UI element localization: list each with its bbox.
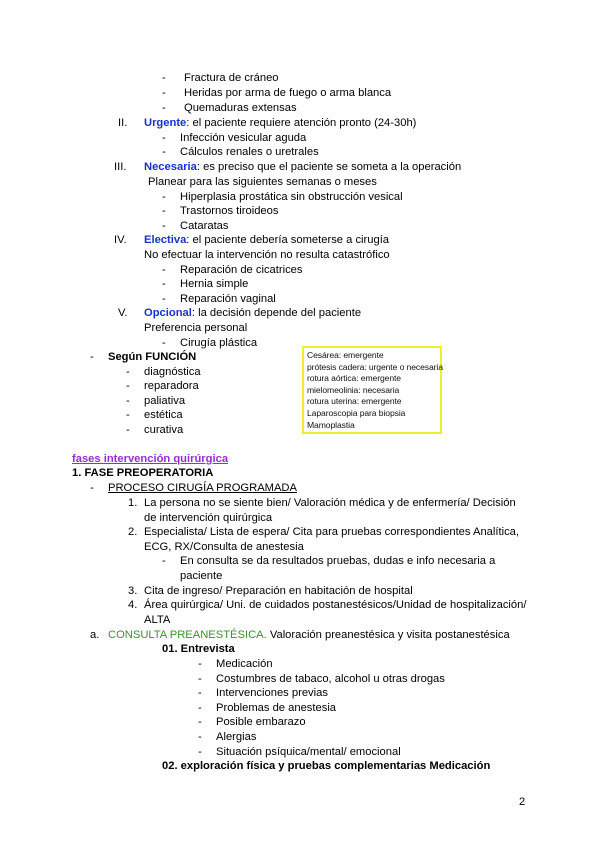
dash-bullet: - xyxy=(162,337,166,349)
phase-heading: 1. FASE PREOPERATORIA xyxy=(72,467,214,479)
urgency-iii-note: Planear para las siguientes semanas o meses xyxy=(148,176,377,188)
dash-bullet: - xyxy=(162,278,166,290)
dash-bullet: - xyxy=(162,87,166,99)
urgency-iv-note: No efectuar la intervención no resulta catastrófico xyxy=(144,249,390,261)
dash-bullet: - xyxy=(90,351,94,363)
dash-bullet: - xyxy=(162,220,166,232)
dash-bullet: - xyxy=(162,146,166,158)
example-line: mielomeolinia: necesaria xyxy=(307,384,400,395)
dash-bullet: - xyxy=(126,395,130,407)
subsection-heading: 02. exploración física y pruebas complementarias Medicación xyxy=(162,760,491,772)
example-line: Cesárea: emergente xyxy=(307,350,384,360)
step-number: 3. xyxy=(128,585,138,597)
list-letter: a. xyxy=(90,629,100,641)
example-line: rotura uterina: emergente xyxy=(307,396,402,407)
step-number: 2. xyxy=(128,526,138,538)
list-item: Cálculos renales o uretrales xyxy=(180,146,319,158)
dash-bullet: - xyxy=(126,424,130,436)
urgency-iv-line: Electiva: el paciente debería someterse a cirugía xyxy=(144,234,390,246)
roman-numeral: V. xyxy=(118,307,128,319)
list-item: Problemas de anestesia xyxy=(216,702,337,714)
step-subtext: paciente xyxy=(180,570,223,582)
function-heading: Según FUNCIÓN xyxy=(108,351,197,363)
dash-bullet: - xyxy=(198,716,202,728)
list-item: Infección vesicular aguda xyxy=(180,132,307,144)
dash-bullet: - xyxy=(126,409,130,421)
list-item: Alergias xyxy=(216,731,257,743)
list-item: Hiperplasia prostática sin obstrucción vesical xyxy=(180,191,403,203)
dash-bullet: - xyxy=(162,205,166,217)
dash-bullet: - xyxy=(162,72,166,84)
page-number: 2 xyxy=(519,796,526,808)
dash-bullet: - xyxy=(198,687,202,699)
list-item: Costumbres de tabaco, alcohol u otras drogas xyxy=(216,673,445,685)
dash-bullet: - xyxy=(126,366,130,378)
dash-bullet: - xyxy=(162,264,166,276)
dash-bullet: - xyxy=(162,293,166,305)
dash-bullet: - xyxy=(198,702,202,714)
list-item: Quemaduras extensas xyxy=(184,102,297,114)
section-title: fases intervención quirúrgica xyxy=(72,453,229,465)
dash-bullet: - xyxy=(198,658,202,670)
examples-box xyxy=(302,346,442,434)
step-number: 4. xyxy=(128,599,138,611)
list-item: estética xyxy=(144,409,183,421)
dash-bullet: - xyxy=(162,191,166,203)
list-item: Posible embarazo xyxy=(216,716,306,728)
step-text: ECG, RX/Consulta de anestesia xyxy=(144,541,304,553)
consulta-line: CONSULTA PREANESTÉSICA. Valoración preanestésica y visita postanestésica xyxy=(108,629,510,641)
urgency-v-note: Preferencia personal xyxy=(144,322,248,334)
step-subtext: En consulta se da resultados pruebas, dudas e info necesaria a xyxy=(180,555,496,567)
list-item: Reparación de cicatrices xyxy=(180,264,303,276)
example-line: Mamoplastia xyxy=(307,419,355,430)
list-item: diagnóstica xyxy=(144,366,201,378)
step-text: Cita de ingreso/ Preparación en habitación de hospital xyxy=(144,585,413,597)
list-item: Situación psíquica/mental/ emocional xyxy=(216,746,401,758)
dash-bullet: - xyxy=(126,380,130,392)
urgency-iii-line: Necesaria: es preciso que el paciente se someta a la operación xyxy=(144,161,462,173)
example-line: rotura aórtica: emergente xyxy=(307,373,401,384)
list-item: Reparación vaginal xyxy=(180,293,276,305)
dash-bullet: - xyxy=(90,482,94,494)
dash-bullet: - xyxy=(162,102,166,114)
step-text: Área quirúrgica/ Uni. de cuidados postanestésicos/Unidad de hospitalización/ xyxy=(144,599,527,611)
list-item: Fractura de cráneo xyxy=(184,72,279,84)
list-item: Hernia simple xyxy=(180,278,249,290)
list-item: paliativa xyxy=(144,395,186,407)
roman-numeral: II. xyxy=(118,117,128,129)
list-item: Intervenciones previas xyxy=(216,687,328,699)
list-item: Medicación xyxy=(216,658,273,670)
dash-bullet: - xyxy=(162,555,166,567)
step-text: de intervención quirúrgica xyxy=(144,512,273,524)
list-item: curativa xyxy=(144,424,184,436)
step-number: 1. xyxy=(128,497,138,509)
list-item: Trastornos tiroideos xyxy=(180,205,279,217)
urgency-ii-line: Urgente: el paciente requiere atención pronto (24-30h) xyxy=(144,117,417,129)
roman-numeral: IV. xyxy=(114,234,127,246)
list-item: Cataratas xyxy=(180,220,229,232)
step-text: La persona no se siente bien/ Valoración médica y de enfermería/ Decisión xyxy=(144,497,516,509)
dash-bullet: - xyxy=(198,673,202,685)
list-item: Heridas por arma de fuego o arma blanca xyxy=(184,87,392,99)
roman-numeral: III. xyxy=(114,161,127,173)
step-text: Especialista/ Lista de espera/ Cita para pruebas correspondientes Analítica, xyxy=(144,526,519,538)
subsection-heading: 01. Entrevista xyxy=(162,643,235,655)
list-item: Cirugía plástica xyxy=(180,337,258,349)
example-line: Laparoscopia para biopsia xyxy=(307,407,406,418)
list-item: reparadora xyxy=(144,380,199,392)
step-text: ALTA xyxy=(144,614,171,626)
dash-bullet: - xyxy=(162,132,166,144)
process-heading: PROCESO CIRUGÍA PROGRAMADA xyxy=(108,482,297,494)
urgency-v-line: Opcional: la decisión depende del paciente xyxy=(144,307,362,319)
example-line: prótesis cadera: urgente o necesaria xyxy=(307,361,443,372)
dash-bullet: - xyxy=(198,746,202,758)
dash-bullet: - xyxy=(198,731,202,743)
